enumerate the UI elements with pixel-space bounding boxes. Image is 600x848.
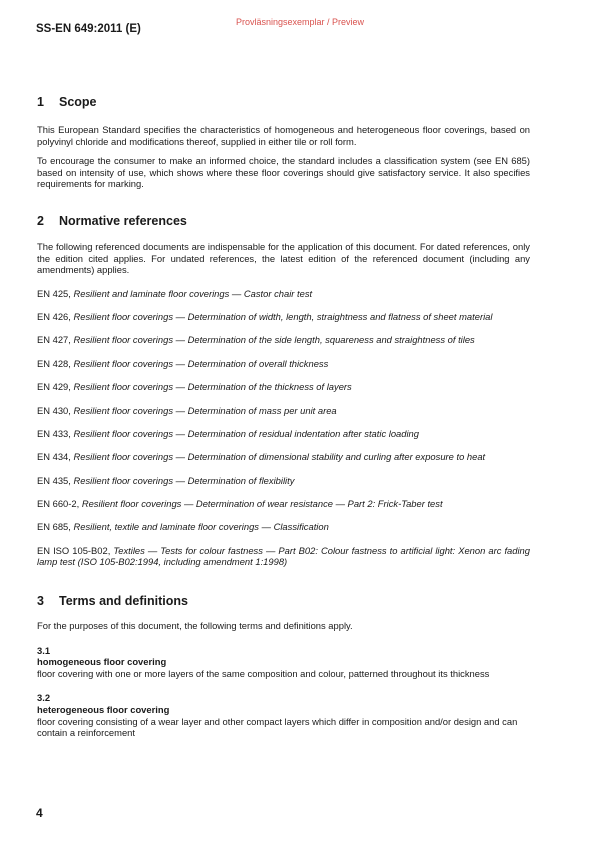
reference-code: EN 685,: [37, 521, 74, 533]
term-name: homogeneous floor covering: [37, 656, 167, 668]
reference-title: Resilient floor coverings — Determination of dimensional stability and curling after exposure to heat: [73, 451, 486, 463]
reference-item: [37, 405, 530, 417]
reference-list: [37, 288, 530, 568]
term-entry: [37, 692, 530, 738]
reference-item: [37, 545, 530, 568]
reference-item: [37, 428, 530, 440]
term-number: 3.2: [37, 692, 51, 704]
preview-watermark: Provläsningsexemplar / Preview: [235, 17, 365, 27]
reference-item: [37, 311, 530, 323]
document-id: SS-EN 649:2011 (E): [36, 23, 141, 35]
page-number: 4: [36, 806, 43, 820]
section-normative-references: [37, 214, 530, 568]
term-name: heterogeneous floor covering: [37, 704, 170, 715]
reference-item: [37, 475, 530, 487]
reference-item: [37, 451, 530, 463]
section-heading: [37, 95, 530, 109]
paragraph: To encourage the consumer to make an informed choice, the standard includes a classification system (see EN 685) based on intensity of use, which shows where these floor coverings should give satisfactory service. It also specifies requirements for marking.: [37, 155, 530, 190]
reference-code: EN 434,: [37, 451, 74, 463]
paragraph: The following referenced documents are indispensable for the application of this document. For dated references, only the edition cited applies. For undated references, the latest edition of the referenced document (including any amendments) applies.: [37, 240, 530, 276]
section-heading: [37, 214, 530, 228]
section-title: Scope: [59, 95, 97, 109]
section-number: 2: [37, 213, 44, 228]
reference-title: Resilient and laminate floor coverings — Castor chair test: [73, 287, 313, 299]
section-scope: [37, 95, 530, 190]
term-entry: [37, 645, 530, 680]
reference-code: EN 426,: [37, 310, 74, 322]
section-title: Normative references: [59, 213, 187, 228]
page-content: [37, 95, 530, 739]
reference-title: Resilient, textile and laminate floor coverings — Classification: [73, 521, 329, 533]
reference-code: EN 429,: [37, 381, 74, 393]
reference-code: EN 435,: [37, 474, 74, 486]
reference-item: [37, 288, 530, 300]
reference-code: EN 430,: [37, 404, 74, 416]
reference-title: Resilient floor coverings — Determination of residual indentation after static loading: [73, 427, 419, 439]
reference-code: EN 428,: [37, 357, 74, 369]
reference-item: [37, 358, 530, 370]
section-heading: [37, 594, 530, 608]
reference-item: [37, 498, 530, 510]
reference-code: EN 660-2,: [37, 498, 82, 510]
reference-title: Resilient floor coverings — Determination of the thickness of layers: [73, 381, 352, 393]
reference-code: EN ISO 105-B02,: [37, 544, 114, 556]
section-title: Terms and definitions: [59, 594, 188, 609]
reference-title: Textiles — Tests for colour fastness — Part B02: Colour fastness to artificial light: Xenon arc fading lamp test (ISO 105-B02:1994, including amendment 1:1998): [37, 544, 530, 568]
paragraph: This European Standard specifies the characteristics of homogeneous and heterogeneous floor coverings, based on polyvinyl chloride and modifications thereof, supplied in either tile or roll form.: [37, 124, 530, 147]
reference-item: [37, 334, 530, 346]
term-definition: floor covering with one or more layers of the same composition and colour, patterned throughout its thickness: [37, 667, 490, 679]
term-definition: floor covering consisting of a wear layer and other compact layers which differ in composition and/or design and can contain a reinforcement: [37, 715, 518, 739]
reference-code: EN 425,: [37, 287, 74, 299]
reference-title: Resilient floor coverings — Determination of flexibility: [73, 474, 295, 486]
term-number: 3.1: [37, 644, 51, 656]
reference-title: Resilient floor coverings — Determination of the side length, squareness and straightness of tiles: [73, 334, 475, 346]
reference-item: [37, 381, 530, 393]
paragraph: For the purposes of this document, the following terms and definitions apply.: [37, 620, 353, 632]
reference-code: EN 433,: [37, 427, 74, 439]
reference-title: Resilient floor coverings — Determination of overall thickness: [73, 357, 329, 369]
reference-code: EN 427,: [37, 334, 74, 346]
section-terms-definitions: [37, 594, 530, 739]
reference-title: Resilient floor coverings — Determination of wear resistance — Part 2: Frick-Taber test: [81, 498, 443, 510]
reference-item: [37, 521, 530, 533]
reference-title: Resilient floor coverings — Determination of width, length, straightness and flatness of sheet material: [73, 310, 493, 322]
reference-title: Resilient floor coverings — Determination of mass per unit area: [73, 404, 337, 416]
section-number: 3: [37, 594, 44, 609]
section-number: 1: [37, 95, 44, 109]
